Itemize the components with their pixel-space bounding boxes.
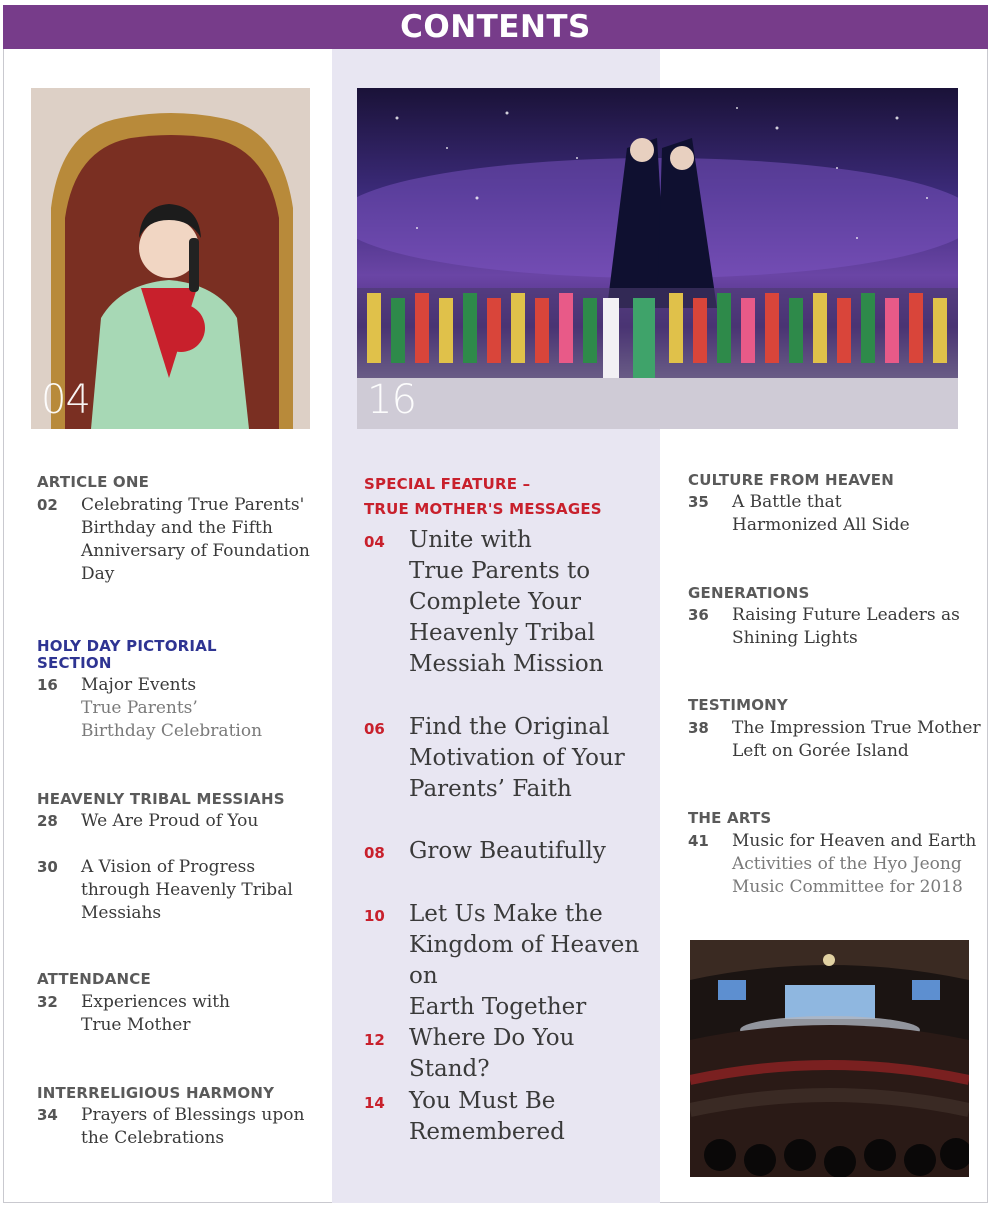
page-number: 30 [37, 858, 58, 876]
page-number: 12 [364, 1031, 385, 1049]
page-number: 14 [364, 1094, 385, 1112]
toc-entry[interactable] [364, 525, 656, 680]
entry-title: Prayers of Blessings upon the Celebrations [81, 1105, 305, 1148]
toc-entry[interactable] [364, 1086, 656, 1148]
entry-title: Grow Beautifully [409, 838, 606, 864]
toc-entry[interactable] [37, 674, 327, 743]
category-testimony: TESTIMONY [688, 696, 788, 714]
entry-title: Find the Original Motivation of Your Parents’ Faith [409, 714, 625, 802]
page-number: 10 [364, 907, 385, 925]
page-number-label: 04 [41, 377, 90, 423]
page-number: 02 [37, 496, 58, 514]
entry-title: A Vision of Progress through Heavenly Tribal Messiahs [81, 857, 293, 923]
photo-true-mother-portrait[interactable] [31, 88, 310, 429]
page-number: 06 [364, 720, 385, 738]
category-interreligious-harmony: INTERRELIGIOUS HARMONY [37, 1084, 275, 1102]
entry-title: Music for Heaven and Earth Activities of the Hyo Jeong Music Committee for 2018 [732, 831, 977, 897]
entry-title: We Are Proud of You [81, 811, 259, 831]
toc-entry[interactable] [364, 836, 656, 869]
page-number: 04 [364, 533, 385, 551]
page-number-label: 16 [367, 377, 416, 423]
page-number: 36 [688, 606, 709, 624]
toc-entry[interactable] [688, 491, 983, 537]
page-number: 16 [37, 676, 58, 694]
page-number: 38 [688, 719, 709, 737]
stage-illustration [357, 88, 958, 429]
entry-title: Unite with True Parents to Complete Your Heavenly Tribal Messiah Mission [409, 527, 604, 677]
toc-entry[interactable] [37, 856, 327, 925]
page-number: 35 [688, 493, 709, 511]
page-number: 34 [37, 1106, 58, 1124]
entry-title: Raising Future Leaders as Shining Lights [732, 605, 960, 648]
page-number: 41 [688, 832, 709, 850]
contents-header [3, 5, 988, 49]
toc-entry[interactable] [37, 810, 327, 833]
category-the-arts: THE ARTS [688, 809, 772, 827]
page-number: 28 [37, 812, 58, 830]
category-culture-from-heaven: CULTURE FROM HEAVEN [688, 471, 894, 489]
toc-entry[interactable] [364, 712, 656, 805]
entry-title: Experiences with True Mother [81, 992, 230, 1035]
page-title: CONTENTS [400, 9, 591, 45]
toc-entry[interactable] [37, 991, 327, 1037]
category-article-one: ARTICLE ONE [37, 473, 150, 491]
photo-birthday-celebration[interactable] [357, 88, 958, 429]
toc-entry[interactable] [37, 494, 327, 586]
toc-entry[interactable] [688, 717, 983, 763]
entry-title: Where Do You Stand? [409, 1025, 575, 1082]
toc-entry[interactable] [688, 604, 983, 650]
toc-entry[interactable] [37, 1104, 327, 1150]
toc-entry[interactable] [364, 1023, 656, 1085]
page-number: 32 [37, 993, 58, 1011]
entry-title: A Battle that Harmonized All Side [732, 492, 910, 535]
category-generations: GENERATIONS [688, 584, 810, 602]
entry-title: Celebrating True Parents' Birthday and the Fifth Anniversary of Foundation Day [81, 495, 310, 584]
category-holy-day-pictorial: HOLY DAY PICTORIAL SECTION [37, 637, 217, 672]
entry-title: Let Us Make the Kingdom of Heaven on Earth Together [409, 901, 640, 1020]
photo-concert-hall[interactable] [690, 940, 969, 1177]
entry-title: You Must Be Remembered [409, 1088, 565, 1145]
entry-title: The Impression True Mother Left on Gorée Island [732, 718, 981, 761]
category-heavenly-tribal-messiahs: HEAVENLY TRIBAL MESSIAHS [37, 790, 285, 808]
category-special-feature: SPECIAL FEATURE – TRUE MOTHER'S MESSAGES [364, 475, 602, 518]
toc-entry[interactable] [364, 899, 656, 1023]
concert-hall-illustration [690, 940, 969, 1177]
category-attendance: ATTENDANCE [37, 970, 151, 988]
toc-entry[interactable] [688, 830, 983, 899]
page-number: 08 [364, 844, 385, 862]
entry-title: Major Events True Parents’ Birthday Celebration [81, 675, 263, 741]
